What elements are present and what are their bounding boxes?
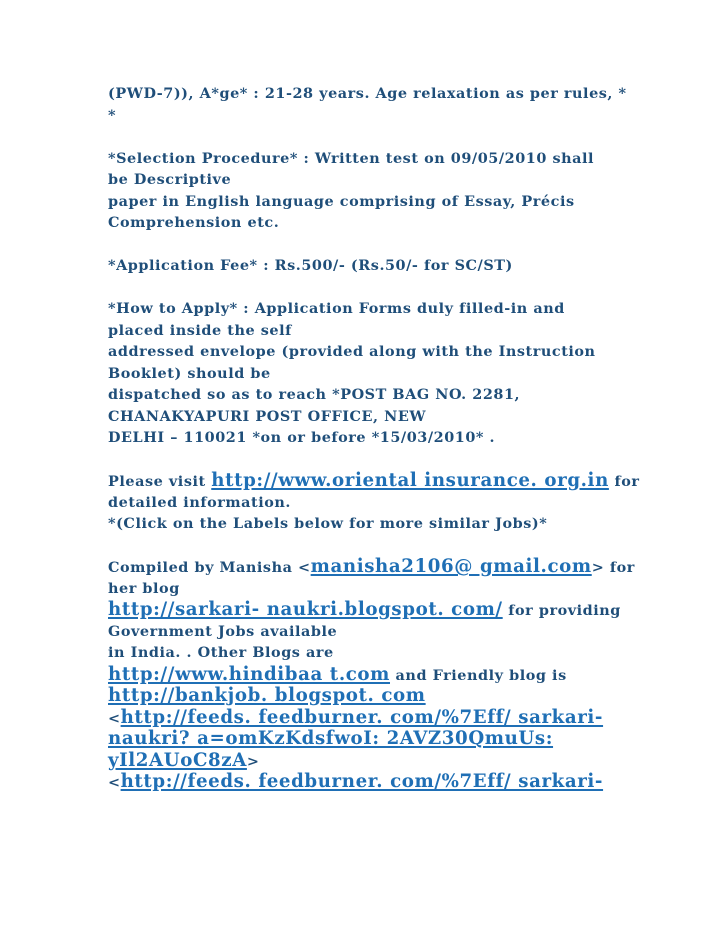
blog-suffix: for providing bbox=[502, 602, 621, 619]
bankjob-link[interactable]: http://bankjob. blogspot. com bbox=[108, 685, 426, 706]
feed2-line-1 bbox=[108, 771, 628, 793]
oriental-insurance-link[interactable]: http://www.oriental insurance. org.in bbox=[211, 470, 609, 491]
gov-line-2: in India. . Other Blogs are bbox=[108, 644, 334, 661]
document-page bbox=[108, 83, 640, 793]
hindibaat-link[interactable]: http://www.hindibaa t.com bbox=[108, 663, 390, 685]
visit-suffix: for bbox=[608, 473, 640, 490]
feed1-line-1 bbox=[108, 707, 628, 729]
apply-line-2: placed inside the self bbox=[108, 321, 292, 339]
selection-line-2: be Descriptive bbox=[108, 171, 232, 188]
visit-line-2: detailed information. bbox=[108, 493, 291, 511]
compiled-suffix: > for bbox=[591, 559, 635, 576]
visit-line bbox=[108, 470, 640, 492]
compiled-line-2: her blog bbox=[108, 579, 180, 597]
apply-line-7: DELHI – 110021 *on or before *15/03/2010* . bbox=[108, 429, 496, 446]
apply-line-3: addressed envelope (provided along with the Instruction bbox=[108, 343, 596, 360]
feed1-link-part-1[interactable]: http://feeds. feedburner. com/%7Eff/ sarkari- bbox=[120, 706, 604, 728]
compiled-line bbox=[108, 556, 635, 578]
bank-line bbox=[108, 685, 628, 707]
visit-prefix: Please visit bbox=[108, 473, 212, 490]
feed2-lt: < bbox=[108, 774, 121, 791]
apply-line-5: dispatched so as to reach *POST BAG NO. 2281, bbox=[108, 386, 521, 403]
paragraph-gap bbox=[108, 535, 628, 557]
feed1-lt: < bbox=[108, 709, 121, 727]
selection-line-1: *Selection Procedure* : Written test on 09/05/2010 shall bbox=[108, 149, 595, 167]
apply-line-4: Booklet) should be bbox=[108, 364, 271, 382]
feed1-line-2 bbox=[108, 728, 628, 750]
paragraph-gap bbox=[108, 234, 628, 256]
email-link[interactable]: manisha2106@ gmail.com bbox=[310, 556, 592, 577]
hindi-suffix: and Friendly blog is bbox=[390, 666, 567, 684]
feed2-link-part-1[interactable]: http://feeds. feedburner. com/%7Eff/ sarkari- bbox=[120, 771, 604, 792]
gov-line-1: Government Jobs available bbox=[108, 622, 338, 640]
selection-line-3: paper in English language comprising of Essay, Précis bbox=[108, 192, 575, 210]
feed1-line-3 bbox=[108, 750, 628, 772]
paragraph-gap bbox=[108, 277, 628, 299]
paragraph-gap bbox=[108, 126, 628, 148]
fee-line: *Application Fee* : Rs.500/- (Rs.50/- for SC/ST) bbox=[108, 257, 513, 274]
feed1-link-part-3[interactable]: yIl2AUoC8zA bbox=[108, 749, 247, 771]
paragraph-gap bbox=[108, 449, 628, 471]
feed1-link-part-2[interactable]: naukri? a=omKzKdsfwoI: 2AVZ30QmuUs: bbox=[108, 728, 554, 749]
blog-line bbox=[108, 599, 628, 621]
sarkari-naukri-link[interactable]: http://sarkari- naukri.blogspot. com/ bbox=[108, 599, 503, 620]
selection-line-4: Comprehension etc. bbox=[108, 214, 280, 231]
compiled-prefix: Compiled by Manisha < bbox=[108, 559, 311, 576]
apply-line-6: CHANAKYAPURI POST OFFICE, NEW bbox=[108, 407, 427, 425]
click-labels-line: *(Click on the Labels below for more similar Jobs)* bbox=[108, 515, 548, 532]
feed1-gt: > bbox=[246, 752, 260, 770]
apply-line-1: *How to Apply* : Application Forms duly filled-in and bbox=[108, 300, 565, 317]
age-line-2: * bbox=[108, 106, 117, 124]
age-line-1: (PWD-7)), A*ge* : 21-28 years. Age relaxation as per rules, * bbox=[108, 85, 627, 102]
hindi-line bbox=[108, 664, 628, 686]
